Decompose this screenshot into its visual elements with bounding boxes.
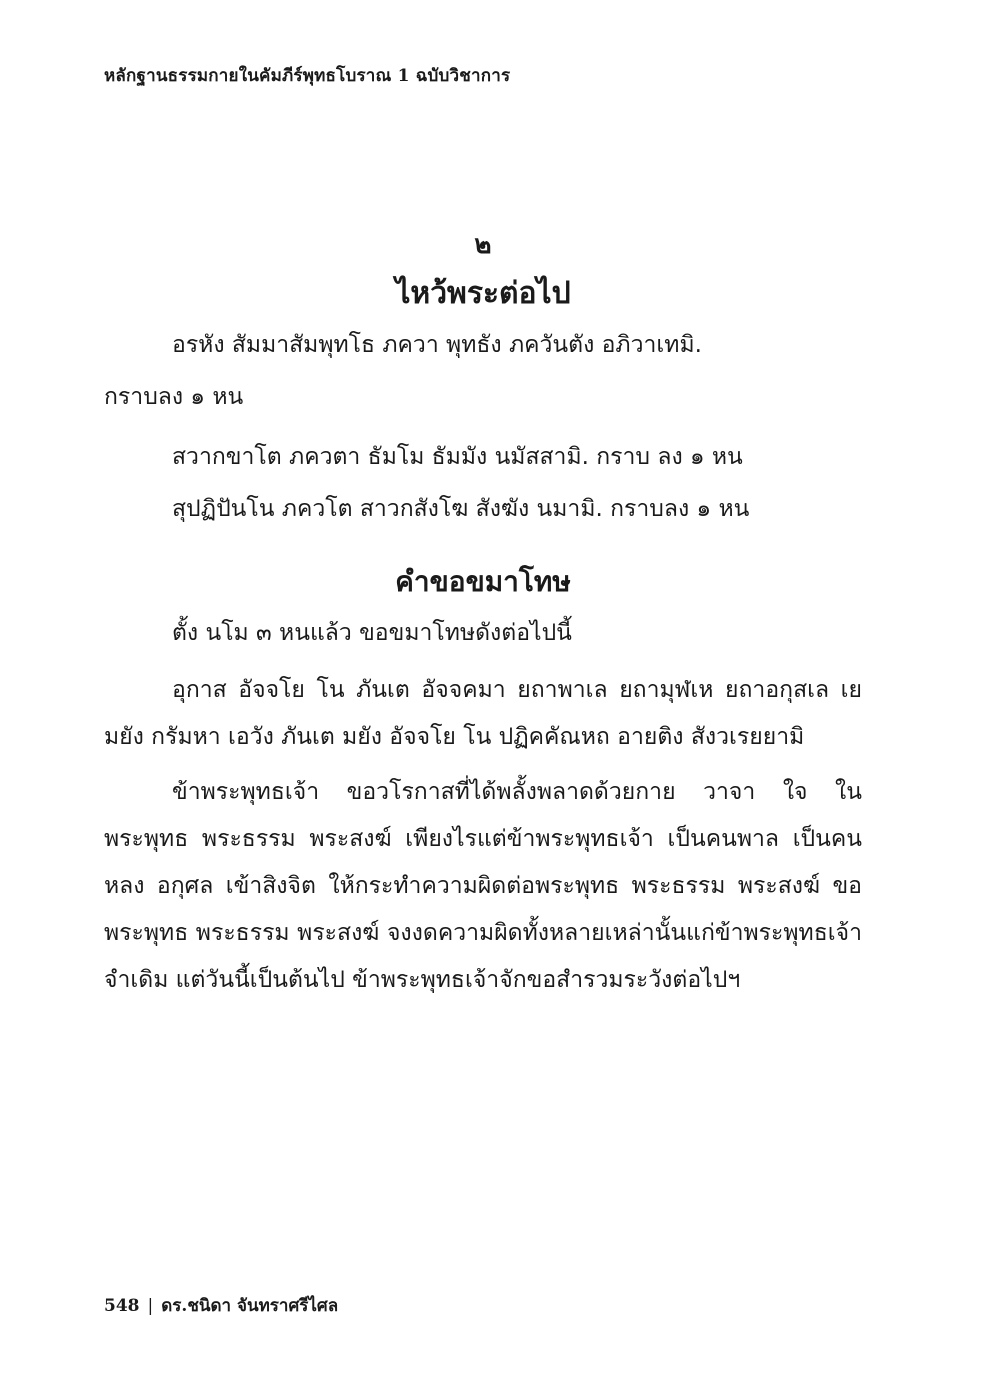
chapter-number: ๒ — [474, 230, 492, 260]
worship-line-bow-instruction: กราบลง ๑ หน — [104, 384, 244, 410]
running-footer — [104, 1292, 338, 1319]
running-header: หลักฐานธรรมกายในคัมภีร์พุทธโบราณ 1 ฉบับวิชาการ — [104, 66, 511, 86]
worship-line-sangha: สุปฏิปันโน ภควโต สาวกสังโฆ สังฆัง นมามิ. กราบลง ๑ หน — [172, 496, 750, 522]
pali-paragraph: อุกาส อัจจโย โน ภันเต อัจจคมา ยถาพาเล ยถามุฬเห ยถาอกุสเล เย มยัง กรัมหา เอวัง ภันเต มยัง อัจจโย โน ปฏิคคัณหถ อายติง สังวเรยยามิ — [104, 677, 862, 750]
section-title: คำขอขมาโทษ — [395, 565, 571, 598]
thai-paragraph: ข้าพระพุทธเจ้า ขอวโรกาสที่ได้พลั้งพลาดด้วยกาย วาจา ใจ ในพระพุทธ พระธรรม พระสงฆ์ เพียงไรแต่ข้าพระพุทธเจ้า เป็นคนพาล เป็นคนหลง อกุศล เข้าสิงจิต ให้กระทำความผิดต่อพระพุทธ พระธรรม พระสงฆ์ ขอพระพุทธ พระธรรม พระสงฆ์ จงงดความผิดทั้งหลายเหล่านั้นแก่ข้าพระพุทธเจ้า จำเดิม แต่วันนี้เป็นต้นไป ข้าพระพุทธเจ้าจักขอสำรวมระวังต่อไปฯ — [104, 779, 862, 993]
chapter-title: ไหว้พระต่อไป — [395, 276, 571, 311]
author-name: ดร.ชนิดา จันทราศรีไศล — [161, 1296, 339, 1316]
worship-line-dhamma: สวากขาโต ภควตา ธัมโม ธัมมัง นมัสสามิ. กราบ ลง ๑ หน — [172, 444, 743, 470]
footer-separator: | — [147, 1296, 154, 1316]
page-content — [104, 225, 862, 1004]
section-intro: ตั้ง นโม ๓ หนแล้ว ขอขมาโทษดังต่อไปนี้ — [172, 620, 572, 646]
worship-verses — [104, 319, 862, 535]
worship-line-buddha: อรหัง สัมมาสัมพุทโธ ภควา พุทธัง ภควันตัง อภิวาเทมิ. — [172, 332, 702, 358]
page-number: 548 — [104, 1296, 140, 1316]
